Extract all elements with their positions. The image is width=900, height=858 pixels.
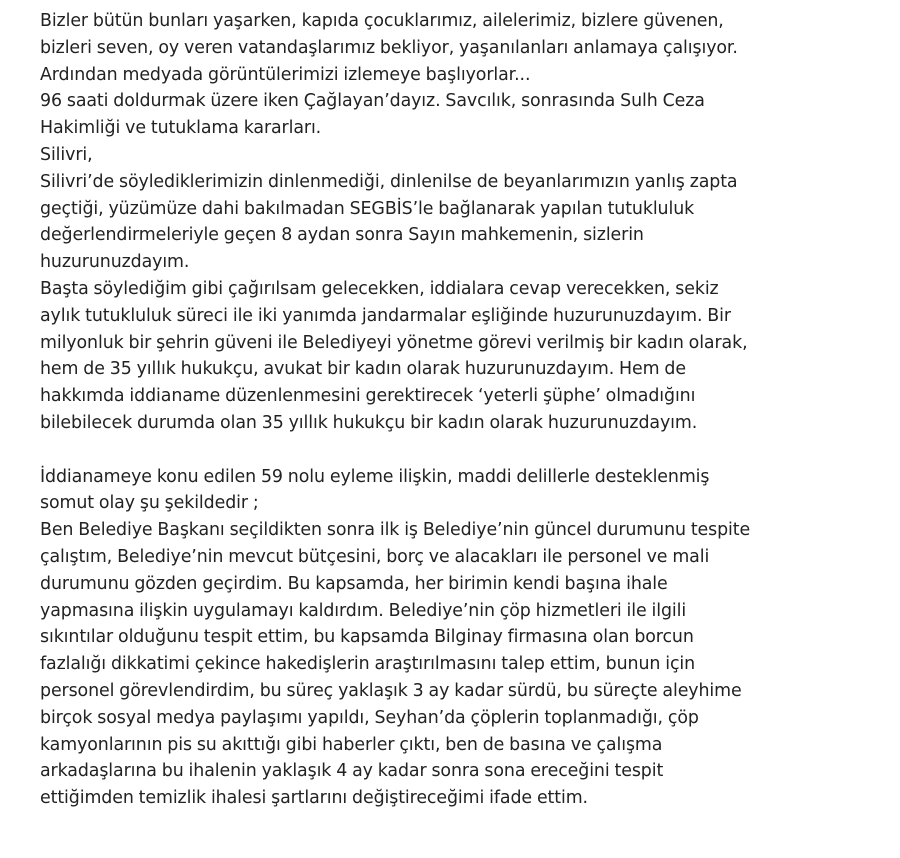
text-line: hakkımda iddianame düzenlenmesini gerektirecek ‘yeterli şüphe’ olmadığını [40, 386, 696, 407]
text-line: bizleri seven, oy veren vatandaşlarımız bekliyor, yaşanılanları anlamaya çalışıyor. [40, 37, 738, 58]
text-line: arkadaşlarına bu ihalenin yaklaşık 4 ay kadar sonra sona ereceğini tespit [40, 761, 664, 782]
paragraph-2 [40, 464, 890, 812]
text-line: Hakimliği ve tutuklama kararları. [40, 118, 322, 139]
text-line: hem de 35 yıllık hukukçu, avukat bir kadın olarak huzurunuzdayım. Hem de [40, 359, 686, 380]
text-line: Ardından medyada görüntülerimizi izlemeye başlıyorlar... [40, 64, 531, 85]
text-line: ettiğimden temizlik ihalesi şartlarını değiştireceğimi ifade ettim. [40, 788, 588, 809]
text-line: Bizler bütün bunları yaşarken, kapıda çocuklarımız, ailelerimiz, bizlere güvenen, [40, 11, 724, 31]
text-line: 96 saati doldurmak üzere iken Çağlayan’dayız. Savcılık, sonrasında Sulh Ceza [40, 91, 705, 112]
text-line: bilebilecek durumda olan 35 yıllık hukukçu bir kadın olarak huzurunuzdayım. [40, 412, 698, 433]
text-line: fazlalığı dikkatimi çekince hakedişlerin araştırılmasını talep ettim, bunun için [40, 654, 696, 675]
text-line: aylık tutukluluk süreci ile iki yanımda jandarmalar eşliğinde huzurunuzdayım. Bir [40, 305, 731, 326]
text-line: Silivri, [40, 144, 93, 165]
text-line: kamyonlarının pis su akıttığı gibi haberler çıktı, ben de basına ve çalışma [40, 734, 663, 755]
document-body [40, 8, 890, 812]
text-line: yapmasına ilişkin uygulamayı kaldırdım. Belediye’nin çöp hizmetleri ile ilgili [40, 600, 687, 621]
text-line: değerlendirmeleriyle geçen 8 aydan sonra Sayın mahkemenin, sizlerin [40, 225, 644, 246]
text-line: Başta söylediğim gibi çağırılsam gelecekken, iddialara cevap verecekken, sekiz [40, 278, 719, 299]
text-line: birçok sosyal medya paylaşımı yapıldı, Seyhan’da çöplerin toplanmadığı, çöp [40, 707, 699, 728]
text-line: sıkıntılar olduğunu tespit ettim, bu kapsamda Bilginay firmasına olan borcun [40, 627, 694, 648]
text-line: personel görevlendirdim, bu süreç yaklaşık 3 ay kadar sürdü, bu süreçte aleyhime [40, 680, 742, 701]
text-line: geçtiği, yüzümüze dahi bakılmadan SEGBİS’le bağlanarak yapılan tutukluluk [40, 198, 695, 219]
text-line: somut olay şu şekildedir ; [40, 493, 259, 514]
text-line: çalıştım, Belediye’nin mevcut bütçesini, borç ve alacakları ile personel ve mali [40, 546, 710, 567]
text-line: huzurunuzdayım. [40, 252, 190, 273]
paragraph-1 [40, 8, 890, 437]
text-line: milyonluk bir şehrin güveni ile Belediyeyi yönetme görevi verilmiş bir kadın olarak, [40, 332, 748, 353]
text-line: İddianameye konu edilen 59 nolu eyleme ilişkin, maddi delillerle desteklenmiş [40, 466, 710, 487]
text-line: Silivri’de söylediklerimizin dinlenmediği, dinlenilse de beyanlarımızın yanlış zapta [40, 171, 738, 192]
text-line: durumunu gözden geçirdim. Bu kapsamda, her birimin kendi başına ihale [40, 573, 668, 594]
paragraph-spacer [40, 437, 890, 464]
text-line: Ben Belediye Başkanı seçildikten sonra ilk iş Belediye’nin güncel durumunu tespite [40, 520, 751, 541]
